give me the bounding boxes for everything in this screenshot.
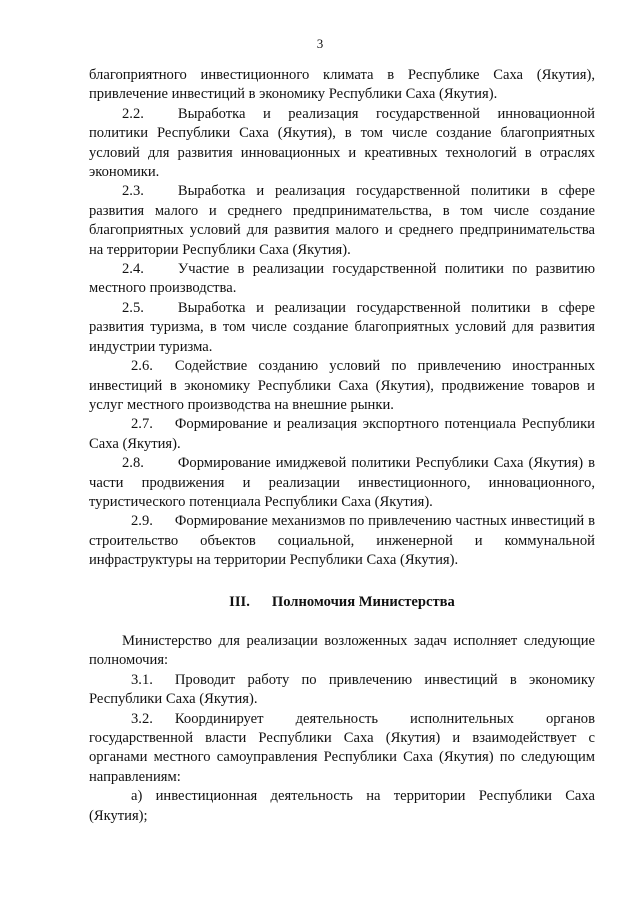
- paragraph-2-3: [89, 182, 595, 260]
- clause-text: Выработка и реализации государственной политики в сфере развития туризма, в том числе создание благоприятных условий для развития индустрии туризма.: [89, 299, 595, 355]
- paragraph-3-1: [89, 671, 595, 710]
- page-number: 3: [316, 36, 324, 51]
- clause-number: 2.3.: [122, 183, 144, 200]
- paragraph-2-9: [89, 512, 595, 570]
- clause-number: 3.2.: [131, 710, 153, 727]
- clause-text: Проводит работу по привлечению инвестиций в экономику Республики Саха (Якутия).: [89, 671, 595, 708]
- clause-text: Министерство для реализации возложенных задач исполняет следующие полномочия:: [89, 632, 595, 669]
- document-body: [89, 66, 595, 826]
- section-title: Полномочия Министерства: [271, 593, 455, 610]
- clause-number: 2.2.: [122, 105, 144, 122]
- paragraph-continuation: благоприятного инвестиционного климата в Республике Саха (Якутия), привлечение инвестиций в экономику Республики Саха (Якутия).: [89, 67, 595, 103]
- paragraph-2-8: [89, 454, 595, 512]
- clause-number: 3.1.: [131, 671, 153, 688]
- paragraph-3-2: [89, 710, 595, 788]
- section-number: III.: [229, 593, 250, 610]
- paragraph-2-4: [89, 260, 595, 299]
- clause-number: 2.5.: [122, 299, 144, 316]
- paragraph-2-5: [89, 299, 595, 357]
- clause-text: Участие в реализации государственной политики по развитию местного производства.: [89, 261, 595, 297]
- clause-number: 2.8.: [122, 455, 144, 472]
- paragraph-intro: [89, 632, 595, 671]
- section-heading: [89, 593, 595, 612]
- paragraph-2-7: [89, 415, 595, 454]
- clause-text: Формирование механизмов по привлечению частных инвестиций в строительство объектов социальной, инженерной и коммунальной инфраструктуры на территории Республики Саха (Якутия).: [89, 513, 595, 569]
- paragraph-2-6: [89, 357, 595, 415]
- clause-text: Формирование и реализация экспортного потенциала Республики Саха (Якутия).: [89, 416, 595, 452]
- clause-text: а) инвестиционная деятельность на территории Республики Саха (Якутия);: [89, 788, 595, 824]
- clause-number: 2.4.: [122, 261, 144, 278]
- clause-number: 2.6.: [131, 358, 153, 375]
- clause-text: Координирует деятельность исполнительных органов государственной власти Республики Саха (Якутия) и взаимодействует с органами местного самоуправления Республики Саха (Якутия) по следующим направлениям:: [89, 710, 595, 785]
- clause-text: Содействие созданию условий по привлечению иностранных инвестиций в экономику Республики Саха (Якутия), продвижение товаров и услуг местного производства на внешние рынки.: [89, 358, 595, 413]
- clause-text: Выработка и реализация государственной инновационной политики Республики Саха (Якутия), в том числе создание благоприятных условий для развития инновационных и креативных технологий в отраслях экономики.: [89, 105, 595, 181]
- clause-text: Выработка и реализация государственной политики в сфере развития малого и среднего предпринимательства, в том числе создание благоприятных условий для развития малого и среднего предпринимательства на территории Республики Саха (Якутия).: [89, 183, 595, 258]
- paragraph-2-2: [89, 105, 595, 183]
- clause-number: 2.7.: [131, 416, 153, 433]
- clause-text: Формирование имиджевой политики Республики Саха (Якутия) в части продвижения и реализации инвестиционного, инновационного, туристического потенциала Республики Саха (Якутия).: [89, 455, 595, 510]
- paragraph-3-2-a: [89, 787, 595, 826]
- clause-number: 2.9.: [131, 513, 153, 530]
